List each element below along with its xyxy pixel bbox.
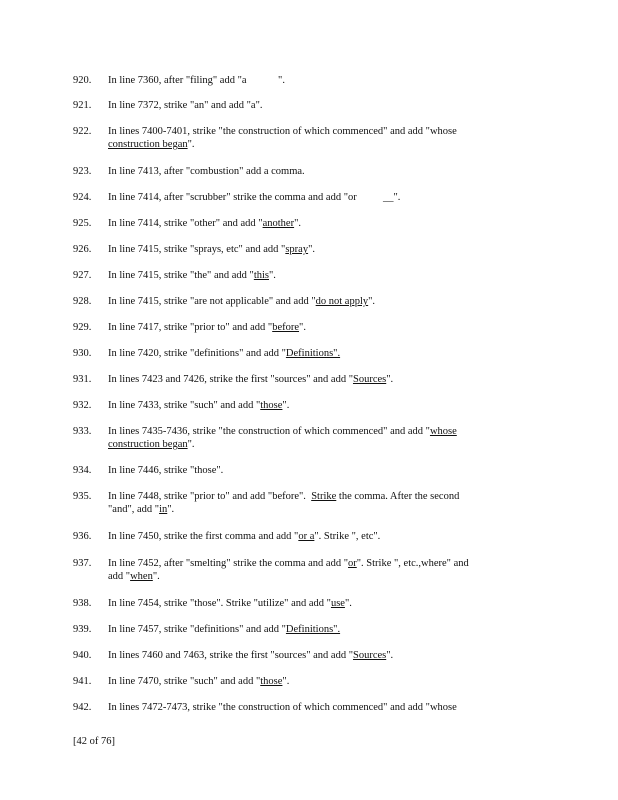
item-text: In line 7415, strike "the" and add "this".	[108, 270, 276, 281]
item-text: In line 7415, strike "sprays, etc" and add "spray".	[108, 244, 315, 255]
item-text: In line 7372, strike "an" and add "a".	[108, 100, 263, 111]
item-number: 920.	[73, 75, 92, 86]
item-number: 931.	[73, 374, 92, 385]
item-text: In lines 7435-7436, strike "the construction of which commenced" and add "whose	[108, 426, 457, 437]
item-text: In line 7413, after "combustion" add a comma.	[108, 166, 305, 177]
item-number: 936.	[73, 531, 92, 542]
item-number: 933.	[73, 426, 92, 437]
item-number: 921.	[73, 100, 92, 111]
item-text: In line 7414, strike "other" and add "another".	[108, 218, 301, 229]
item-text: In line 7360, after "filing" add "a ".	[108, 75, 285, 86]
item-text-line2: construction began".	[108, 439, 195, 450]
item-text: In line 7446, strike "those".	[108, 465, 224, 476]
item-text: In line 7448, strike "prior to" and add "before". Strike the comma. After the second	[108, 491, 460, 502]
item-text: In lines 7460 and 7463, strike the first "sources" and add "Sources".	[108, 650, 394, 661]
item-text-line2: add "when".	[108, 571, 160, 582]
item-text: In lines 7472-7473, strike "the construction of which commenced" and add "whose	[108, 702, 457, 713]
item-text: In lines 7423 and 7426, strike the first "sources" and add "Sources".	[108, 374, 394, 385]
page-number: [42 of 76]	[73, 736, 115, 747]
item-number: 934.	[73, 465, 92, 476]
item-number: 929.	[73, 322, 92, 333]
item-text: In line 7433, strike "such" and add "those".	[108, 400, 290, 411]
item-text: In line 7450, strike the first comma and add "or a". Strike ", etc".	[108, 531, 381, 542]
item-text: In line 7417, strike "prior to" and add "before".	[108, 322, 306, 333]
item-number: 942.	[73, 702, 92, 713]
item-number: 938.	[73, 598, 92, 609]
item-number: 925.	[73, 218, 92, 229]
item-text: In line 7414, after "scrubber" strike the comma and add "or __".	[108, 192, 401, 203]
item-number: 924.	[73, 192, 92, 203]
item-number: 940.	[73, 650, 92, 661]
item-text: In line 7470, strike "such" and add "those".	[108, 676, 290, 687]
item-number: 923.	[73, 166, 92, 177]
item-number: 932.	[73, 400, 92, 411]
item-text: In line 7457, strike "definitions" and add "Definitions".	[108, 624, 341, 635]
item-text: In line 7452, after "smelting" strike the comma and add "or". Strike ", etc.,where" and	[108, 558, 469, 569]
item-number: 928.	[73, 296, 92, 307]
item-number: 922.	[73, 126, 92, 137]
item-text: In line 7454, strike "those". Strike "utilize" and add "use".	[108, 598, 352, 609]
item-number: 939.	[73, 624, 92, 635]
item-number: 937.	[73, 558, 92, 569]
item-number: 930.	[73, 348, 92, 359]
item-number: 935.	[73, 491, 92, 502]
item-number: 926.	[73, 244, 92, 255]
item-number: 927.	[73, 270, 92, 281]
item-text: In line 7415, strike "are not applicable" and add "do not apply".	[108, 296, 376, 307]
item-text-line2: construction began".	[108, 139, 195, 150]
item-text: In line 7420, strike "definitions" and add "Definitions".	[108, 348, 341, 359]
item-text-line2: "and", add "in".	[108, 504, 175, 515]
item-number: 941.	[73, 676, 92, 687]
item-text: In lines 7400-7401, strike "the construction of which commenced" and add "whose	[108, 126, 457, 137]
